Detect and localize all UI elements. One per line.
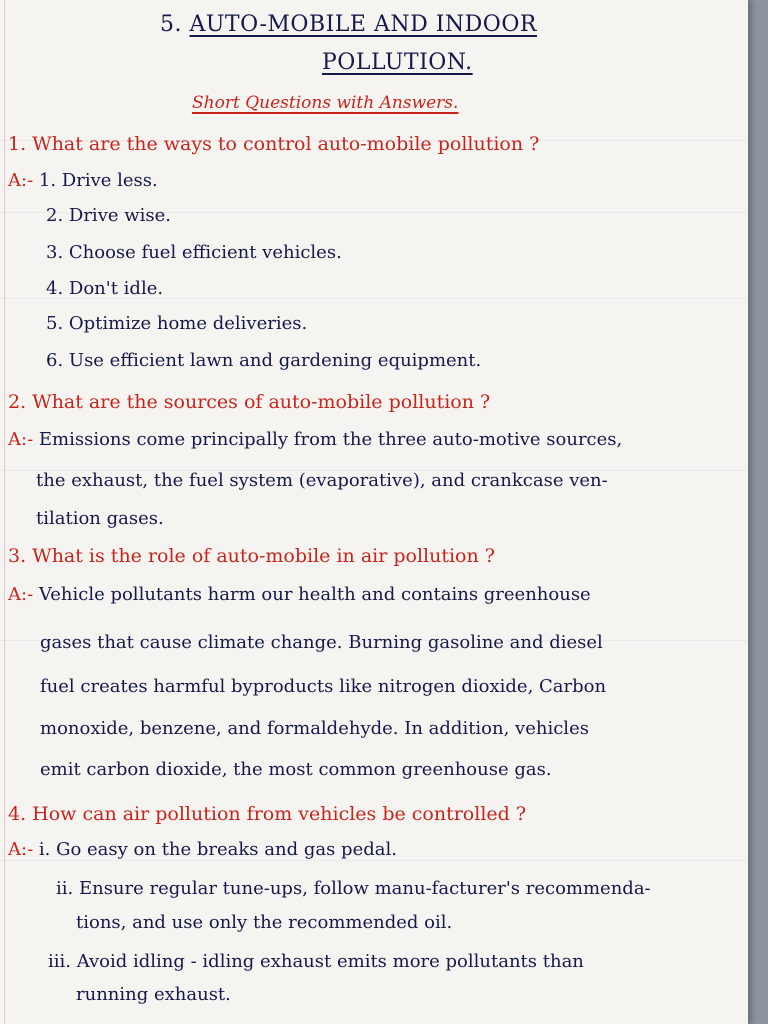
answer-4-line-2: ii. Ensure regular tune-ups, follow manu-facturer's recommenda- bbox=[56, 878, 651, 899]
bleed-line bbox=[0, 860, 748, 861]
answer-1-item-1: 1. Drive less. bbox=[38, 170, 158, 191]
answer-tag: A:- bbox=[8, 584, 34, 605]
answer-tag: A:- bbox=[8, 429, 34, 450]
question-1: 1. What are the ways to control auto-mobile pollution ? bbox=[8, 133, 540, 155]
question-2: 2. What are the sources of auto-mobile pollution ? bbox=[8, 391, 491, 413]
page-title-line1 bbox=[160, 12, 537, 37]
answer-3-line-4: monoxide, benzene, and formaldehyde. In addition, vehicles bbox=[40, 718, 589, 739]
answer-3-line-1 bbox=[8, 584, 591, 605]
answer-2-text-1: Emissions come principally from the three auto-motive sources, bbox=[38, 429, 623, 450]
answer-1-item-6: 6. Use efficient lawn and gardening equipment. bbox=[46, 350, 482, 371]
answer-3-line-3: fuel creates harmful byproducts like nitrogen dioxide, Carbon bbox=[40, 676, 607, 697]
answer-1-item-5: 5. Optimize home deliveries. bbox=[46, 313, 308, 334]
answer-3-line-5: emit carbon dioxide, the most common greenhouse gas. bbox=[40, 759, 552, 780]
title-number: 5. bbox=[160, 12, 182, 37]
answer-1-line bbox=[8, 170, 158, 191]
question-4: 4. How can air pollution from vehicles be controlled ? bbox=[8, 803, 527, 825]
margin-line bbox=[4, 0, 5, 1024]
answer-2-line-2: the exhaust, the fuel system (evaporative), and crankcase ven- bbox=[36, 470, 608, 491]
answer-4-line-5: running exhaust. bbox=[76, 984, 231, 1005]
answer-2-line-3: tilation gases. bbox=[36, 508, 164, 529]
answer-4-line-4: iii. Avoid idling - idling exhaust emits more pollutants than bbox=[48, 951, 584, 972]
answer-4-line-3: tions, and use only the recommended oil. bbox=[76, 912, 453, 933]
answer-1-item-4: 4. Don't idle. bbox=[46, 278, 164, 299]
answer-3-text-1: Vehicle pollutants harm our health and contains greenhouse bbox=[38, 584, 591, 605]
answer-tag: A:- bbox=[8, 839, 34, 860]
answer-3-line-2: gases that cause climate change. Burning gasoline and diesel bbox=[40, 632, 603, 653]
answer-tag: A:- bbox=[8, 170, 34, 191]
answer-1-item-3: 3. Choose fuel efficient vehicles. bbox=[46, 242, 342, 263]
section-subtitle: Short Questions with Answers. bbox=[192, 93, 459, 113]
question-3: 3. What is the role of auto-mobile in air pollution ? bbox=[8, 545, 495, 567]
title-text-1: AUTO-MOBILE AND INDOOR bbox=[189, 12, 537, 37]
page-title-line2: POLLUTION. bbox=[322, 50, 473, 75]
answer-2-line-1 bbox=[8, 429, 622, 450]
answer-1-item-2: 2. Drive wise. bbox=[46, 205, 172, 226]
answer-4-line-1 bbox=[8, 839, 397, 860]
answer-4-text-1: i. Go easy on the breaks and gas pedal. bbox=[38, 839, 397, 860]
